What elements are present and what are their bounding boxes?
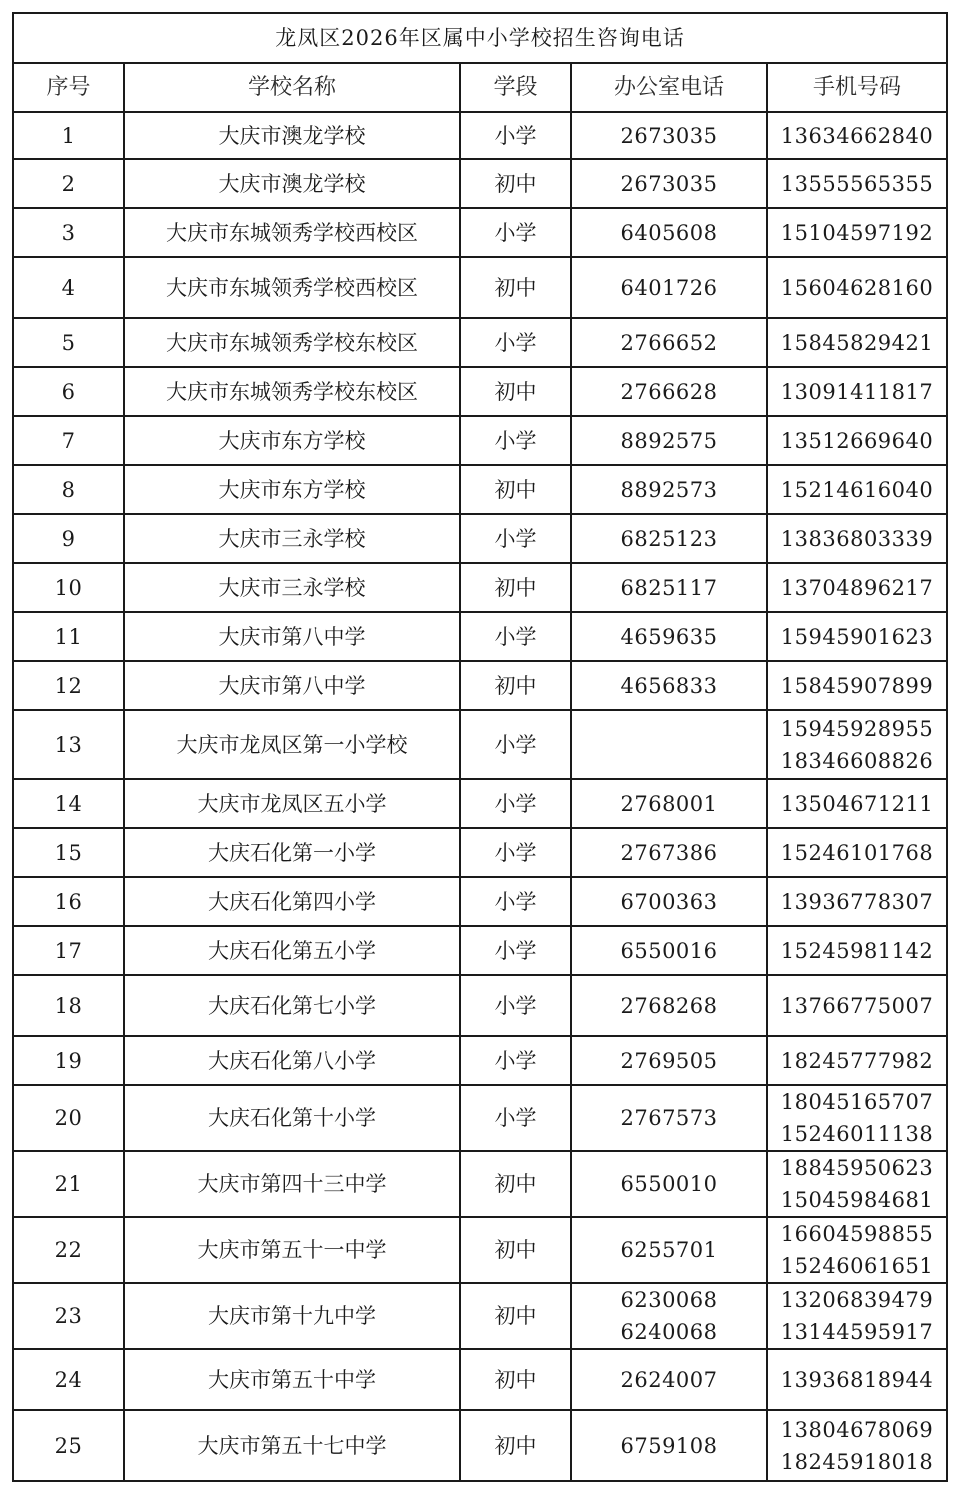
office-phone: 6550010	[620, 1172, 718, 1196]
mobile-phone-cell	[767, 1085, 947, 1151]
table-row	[13, 1283, 947, 1349]
school-level: 初中	[460, 1151, 571, 1217]
header-mobile-phone: 手机号码	[767, 63, 947, 112]
office-phone: 2769505	[620, 1048, 718, 1073]
mobile-phone-cell	[767, 1283, 947, 1349]
table-row	[13, 1085, 947, 1151]
school-level: 小学	[460, 1036, 571, 1085]
table-row	[13, 1036, 947, 1085]
office-phone-cell	[571, 1217, 767, 1283]
school-level: 小学	[460, 779, 571, 828]
mobile-phone-cell	[767, 975, 947, 1036]
mobile-phone-cell	[767, 563, 947, 612]
row-index: 13	[13, 710, 124, 779]
school-level: 小学	[460, 828, 571, 877]
row-index: 11	[13, 612, 124, 661]
mobile-phone-cell	[767, 208, 947, 257]
table-row	[13, 612, 947, 661]
school-level: 初中	[460, 367, 571, 416]
school-name: 大庆石化第四小学	[124, 877, 460, 926]
row-index: 8	[13, 465, 124, 514]
table-row	[13, 563, 947, 612]
mobile-phone: 13936778307	[780, 889, 934, 914]
office-phone-cell	[571, 257, 767, 318]
row-index: 16	[13, 877, 124, 926]
office-phone-cell	[571, 465, 767, 514]
school-level: 小学	[460, 877, 571, 926]
school-level: 小学	[460, 318, 571, 367]
row-index: 7	[13, 416, 124, 465]
school-name: 大庆市东方学校	[124, 465, 460, 514]
mobile-phone: 15214616040	[780, 477, 934, 502]
mobile-phone: 16604598855	[780, 1222, 934, 1246]
school-name: 大庆市第八中学	[124, 612, 460, 661]
school-level: 小学	[460, 514, 571, 563]
mobile-phone-cell	[767, 159, 947, 208]
mobile-phone: 13936818944	[780, 1367, 934, 1392]
office-phone: 2766628	[620, 379, 718, 404]
mobile-phone: 15104597192	[780, 220, 934, 245]
office-phone-cell	[571, 710, 767, 779]
row-index: 14	[13, 779, 124, 828]
mobile-phone: 15945901623	[780, 624, 934, 649]
table-row	[13, 1410, 947, 1481]
office-phone-cell	[571, 779, 767, 828]
office-phone-cell	[571, 208, 767, 257]
row-index: 24	[13, 1349, 124, 1410]
mobile-phone-cell	[767, 1217, 947, 1283]
mobile-phone-cell	[767, 828, 947, 877]
school-name: 大庆石化第七小学	[124, 975, 460, 1036]
school-level: 初中	[460, 159, 571, 208]
table-row	[13, 975, 947, 1036]
office-phone: 4656833	[620, 673, 718, 698]
office-phone-cell	[571, 367, 767, 416]
mobile-phone: 18845950623	[780, 1156, 934, 1180]
school-level: 初中	[460, 661, 571, 710]
school-level: 小学	[460, 1085, 571, 1151]
table-row	[13, 159, 947, 208]
office-phone-cell	[571, 612, 767, 661]
office-phone-cell	[571, 975, 767, 1036]
row-index: 22	[13, 1217, 124, 1283]
row-index: 9	[13, 514, 124, 563]
row-index: 5	[13, 318, 124, 367]
office-phone: 6759108	[620, 1433, 718, 1458]
table-row	[13, 257, 947, 318]
office-phone: 8892575	[620, 428, 718, 453]
school-level: 小学	[460, 710, 571, 779]
title-row	[13, 13, 947, 63]
office-phone-cell	[571, 1036, 767, 1085]
office-phone: 2673035	[620, 171, 718, 196]
mobile-phone: 18045165707	[780, 1090, 934, 1114]
school-level: 小学	[460, 112, 571, 159]
school-level: 小学	[460, 416, 571, 465]
mobile-phone-cell	[767, 661, 947, 710]
office-phone: 6550016	[620, 938, 718, 963]
mobile-phone: 15945928955	[780, 716, 934, 741]
table-row	[13, 514, 947, 563]
mobile-phone-cell	[767, 1410, 947, 1481]
mobile-phone: 18245918018	[780, 1449, 934, 1474]
row-index: 19	[13, 1036, 124, 1085]
office-phone: 2767386	[620, 840, 718, 865]
mobile-phone-cell	[767, 926, 947, 975]
school-level: 小学	[460, 208, 571, 257]
office-phone-cell	[571, 159, 767, 208]
table-row	[13, 416, 947, 465]
table-title: 龙凤区2026年区属中小学校招生咨询电话	[13, 13, 947, 63]
mobile-phone: 15845907899	[780, 673, 934, 698]
office-phone: 6240068	[620, 1320, 718, 1344]
school-name: 大庆市第四十三中学	[124, 1151, 460, 1217]
office-phone-cell	[571, 1283, 767, 1349]
mobile-phone: 15245981142	[780, 938, 934, 963]
table-row	[13, 926, 947, 975]
school-level: 初中	[460, 1283, 571, 1349]
office-phone-cell	[571, 1151, 767, 1217]
office-phone-cell	[571, 1410, 767, 1481]
office-phone-cell	[571, 318, 767, 367]
mobile-phone-cell	[767, 779, 947, 828]
school-level: 初中	[460, 563, 571, 612]
school-name: 大庆市东城领秀学校西校区	[124, 208, 460, 257]
table-row	[13, 208, 947, 257]
mobile-phone: 15246011138	[780, 1122, 934, 1146]
mobile-phone: 13144595917	[780, 1320, 934, 1344]
row-index: 1	[13, 112, 124, 159]
mobile-phone: 13704896217	[780, 575, 934, 600]
office-phone-cell	[571, 1349, 767, 1410]
school-name: 大庆市东城领秀学校东校区	[124, 318, 460, 367]
table-row	[13, 877, 947, 926]
office-phone: 6825123	[620, 526, 718, 551]
mobile-phone: 15045984681	[780, 1188, 934, 1212]
mobile-phone-cell	[767, 877, 947, 926]
school-level: 初中	[460, 1349, 571, 1410]
office-phone: 2768001	[620, 791, 718, 816]
row-index: 20	[13, 1085, 124, 1151]
header-school-name: 学校名称	[124, 63, 460, 112]
school-level: 初中	[460, 1217, 571, 1283]
office-phone: 6825117	[620, 575, 718, 600]
table-row	[13, 661, 947, 710]
school-name: 大庆市第五十一中学	[124, 1217, 460, 1283]
row-index: 10	[13, 563, 124, 612]
row-index: 17	[13, 926, 124, 975]
office-phone: 2767573	[620, 1106, 718, 1130]
office-phone-cell	[571, 828, 767, 877]
row-index: 15	[13, 828, 124, 877]
school-level: 初中	[460, 257, 571, 318]
office-phone-cell	[571, 416, 767, 465]
mobile-phone-cell	[767, 318, 947, 367]
mobile-phone-cell	[767, 465, 947, 514]
school-name: 大庆市澳龙学校	[124, 112, 460, 159]
mobile-phone: 13091411817	[780, 379, 934, 404]
header-index: 序号	[13, 63, 124, 112]
school-level: 小学	[460, 926, 571, 975]
school-level: 小学	[460, 975, 571, 1036]
table-row	[13, 1151, 947, 1217]
office-phone-cell	[571, 514, 767, 563]
office-phone: 2624007	[620, 1367, 718, 1392]
header-school-level: 学段	[460, 63, 571, 112]
mobile-phone: 13504671211	[780, 791, 934, 816]
mobile-phone: 18245777982	[780, 1048, 934, 1073]
school-name: 大庆市三永学校	[124, 514, 460, 563]
school-name: 大庆市龙凤区五小学	[124, 779, 460, 828]
row-index: 18	[13, 975, 124, 1036]
school-level: 初中	[460, 1410, 571, 1481]
mobile-phone-cell	[767, 612, 947, 661]
mobile-phone-cell	[767, 1151, 947, 1217]
mobile-phone: 15246101768	[780, 840, 934, 865]
mobile-phone-cell	[767, 257, 947, 318]
school-name: 大庆市第五十中学	[124, 1349, 460, 1410]
school-name: 大庆市东城领秀学校西校区	[124, 257, 460, 318]
table-row	[13, 318, 947, 367]
school-name: 大庆市东城领秀学校东校区	[124, 367, 460, 416]
mobile-phone-cell	[767, 710, 947, 779]
table-row	[13, 367, 947, 416]
row-index: 21	[13, 1151, 124, 1217]
office-phone-cell	[571, 1085, 767, 1151]
school-level: 小学	[460, 612, 571, 661]
table-row	[13, 465, 947, 514]
mobile-phone-cell	[767, 514, 947, 563]
mobile-phone: 18346608826	[780, 748, 934, 773]
table-row	[13, 828, 947, 877]
school-name: 大庆市东方学校	[124, 416, 460, 465]
office-phone: 6401726	[620, 275, 718, 300]
school-name: 大庆市第十九中学	[124, 1283, 460, 1349]
office-phone-cell	[571, 877, 767, 926]
office-phone: 2768268	[620, 993, 718, 1018]
school-name: 大庆石化第八小学	[124, 1036, 460, 1085]
mobile-phone: 13836803339	[780, 526, 934, 551]
row-index: 6	[13, 367, 124, 416]
office-phone: 2766652	[620, 330, 718, 355]
row-index: 4	[13, 257, 124, 318]
mobile-phone: 13555565355	[780, 171, 934, 196]
row-index: 2	[13, 159, 124, 208]
mobile-phone: 13512669640	[780, 428, 934, 453]
office-phone: 6405608	[620, 220, 718, 245]
mobile-phone: 13206839479	[780, 1288, 934, 1312]
mobile-phone: 15246061651	[780, 1254, 934, 1278]
school-level: 初中	[460, 465, 571, 514]
header-row	[13, 63, 947, 112]
mobile-phone: 13804678069	[780, 1417, 934, 1442]
table-row	[13, 1349, 947, 1410]
mobile-phone-cell	[767, 112, 947, 159]
school-name: 大庆市龙凤区第一小学校	[124, 710, 460, 779]
row-index: 23	[13, 1283, 124, 1349]
office-phone-cell	[571, 661, 767, 710]
table-row	[13, 710, 947, 779]
school-name: 大庆市澳龙学校	[124, 159, 460, 208]
school-name: 大庆石化第一小学	[124, 828, 460, 877]
table-row	[13, 1217, 947, 1283]
office-phone: 2673035	[620, 123, 718, 148]
school-name: 大庆市第八中学	[124, 661, 460, 710]
office-phone: 8892573	[620, 477, 718, 502]
mobile-phone: 13766775007	[780, 993, 934, 1018]
office-phone-cell	[571, 563, 767, 612]
office-phone: 6700363	[620, 889, 718, 914]
mobile-phone-cell	[767, 1349, 947, 1410]
mobile-phone: 13634662840	[780, 123, 934, 148]
mobile-phone: 15845829421	[780, 330, 934, 355]
table-body	[13, 112, 947, 1481]
row-index: 25	[13, 1410, 124, 1481]
office-phone: 6255701	[620, 1238, 718, 1262]
school-name: 大庆石化第十小学	[124, 1085, 460, 1151]
school-name: 大庆市三永学校	[124, 563, 460, 612]
office-phone-cell	[571, 926, 767, 975]
table-row	[13, 112, 947, 159]
table-row	[13, 779, 947, 828]
office-phone: 4659635	[620, 624, 718, 649]
mobile-phone-cell	[767, 1036, 947, 1085]
office-phone: 6230068	[620, 1288, 718, 1312]
row-index: 12	[13, 661, 124, 710]
row-index: 3	[13, 208, 124, 257]
mobile-phone-cell	[767, 367, 947, 416]
school-name: 大庆市第五十七中学	[124, 1410, 460, 1481]
mobile-phone: 15604628160	[780, 275, 934, 300]
header-office-phone: 办公室电话	[571, 63, 767, 112]
document-page	[12, 12, 946, 1482]
contact-table	[12, 12, 948, 1482]
mobile-phone-cell	[767, 416, 947, 465]
school-name: 大庆石化第五小学	[124, 926, 460, 975]
office-phone-cell	[571, 112, 767, 159]
